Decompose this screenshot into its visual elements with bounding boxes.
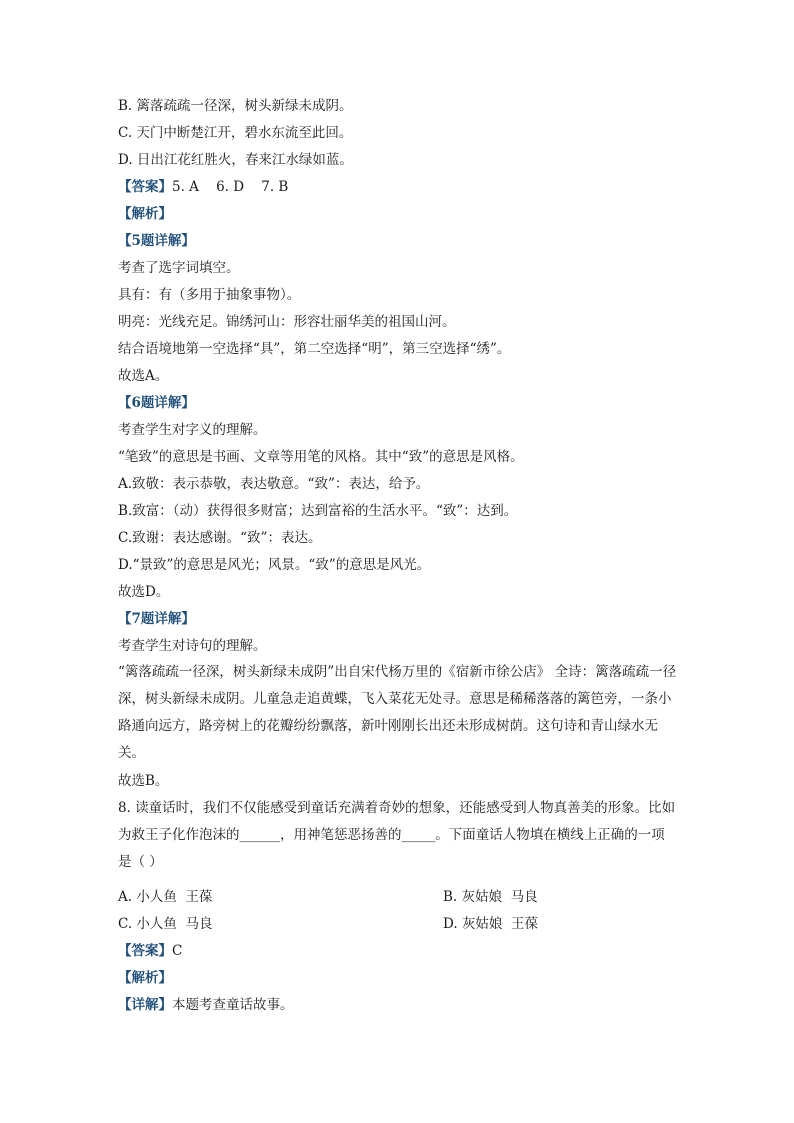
q8-detail-label: 【详解】 bbox=[118, 997, 172, 1013]
q6-text-1: 考查学生对字义的理解。 bbox=[118, 422, 267, 438]
q8-answer-text: C bbox=[172, 943, 183, 959]
q6-option-b: B.致富：（动）获得很多财富；达到富裕的生活水平。“致”：达到。 bbox=[118, 503, 518, 519]
q5-text-1: 考查了选字词填空。 bbox=[118, 260, 240, 276]
q6-detail-label: 【6题详解】 bbox=[118, 395, 195, 411]
answer-label: 【答案】 bbox=[118, 179, 172, 195]
q8-options-row-1 bbox=[118, 887, 678, 907]
q6-option-d: D.“景致”的意思是风光；风景。“致”的意思是风光。 bbox=[118, 557, 431, 573]
q7-conclusion: 故选B。 bbox=[118, 773, 169, 789]
q5-text-2: 具有：有（多用于抽象事物）。 bbox=[118, 287, 301, 303]
q6-option-a: A.致敬：表示恭敬，表达敬意。“致”：表达，给予。 bbox=[118, 476, 430, 492]
answer-text: 5. A 6. D 7. B bbox=[172, 179, 289, 195]
analysis-label: 【解析】 bbox=[118, 206, 172, 222]
q8-detail-text: 本题考查童话故事。 bbox=[172, 997, 294, 1013]
q5-detail-heading bbox=[118, 231, 678, 251]
q8-answer-line bbox=[118, 941, 678, 961]
question-8: 8. 读童话时，我们不仅能感受到童话充满着奇妙的想象，还能感受到人物真善美的形象。比如为救王子化作泡沫的______，用神笔惩恶扬善的_____。下面童话人物填在横线上正确的一项是（ ） bbox=[118, 800, 676, 870]
q8-analysis-heading bbox=[118, 968, 678, 988]
q5-conclusion: 故选A。 bbox=[118, 368, 169, 384]
q8-answer-label: 【答案】 bbox=[118, 943, 172, 959]
q8-options-row-2 bbox=[118, 914, 678, 934]
option-b-line: B. 篱落疏疏一径深，树头新绿未成阴。 bbox=[118, 98, 353, 114]
q7-text-1: 考查学生对诗句的理解。 bbox=[118, 638, 267, 654]
q5-detail-label: 【5题详解】 bbox=[118, 233, 195, 249]
q7-detail-heading bbox=[118, 609, 678, 629]
q5-text-4: 结合语境地第一空选择“具”，第二空选择“明”，第三空选择“绣”。 bbox=[118, 341, 511, 357]
q8-option-d: D. 灰姑娘 王葆 bbox=[443, 916, 539, 932]
analysis-heading bbox=[118, 204, 678, 224]
q6-text-2: “笔致”的意思是书画、文章等用笔的风格。其中“致”的意思是风格。 bbox=[118, 449, 524, 465]
option-d-line: D. 日出江花红胜火，春来江水绿如蓝。 bbox=[118, 152, 353, 168]
q6-option-c: C.致谢：表达感谢。“致”：表达。 bbox=[118, 530, 322, 546]
q8-analysis-label: 【解析】 bbox=[118, 970, 172, 986]
q8-option-b: B. 灰姑娘 马良 bbox=[443, 889, 538, 905]
q5-text-3: 明亮：光线充足。锦绣河山：形容壮丽华美的祖国山河。 bbox=[118, 314, 456, 330]
option-c-line: C. 天门中断楚江开，碧水东流至此回。 bbox=[118, 125, 353, 141]
q8-option-a: A. 小人鱼 王葆 bbox=[118, 889, 213, 905]
q6-conclusion: 故选D。 bbox=[118, 584, 170, 600]
q8-option-c: C. 小人鱼 马良 bbox=[118, 916, 213, 932]
q7-paragraph: “篱落疏疏一径深，树头新绿未成阴”出自宋代杨万里的《宿新市徐公店》 全诗：篱落疏疏一径深，树头新绿未成阴。儿童急走追黄蝶，飞入菜花无处寻。意思是稀稀落落的篱笆旁，一条小路通向远方，路旁树上的花瓣纷纷飘落，新叶刚刚长出还未形成树荫。这句诗和青山绿水无关。 bbox=[118, 664, 677, 761]
q7-detail-label: 【7题详解】 bbox=[118, 611, 195, 627]
q6-detail-heading bbox=[118, 393, 678, 413]
q8-detail-line bbox=[118, 995, 678, 1015]
answer-line bbox=[118, 177, 678, 197]
